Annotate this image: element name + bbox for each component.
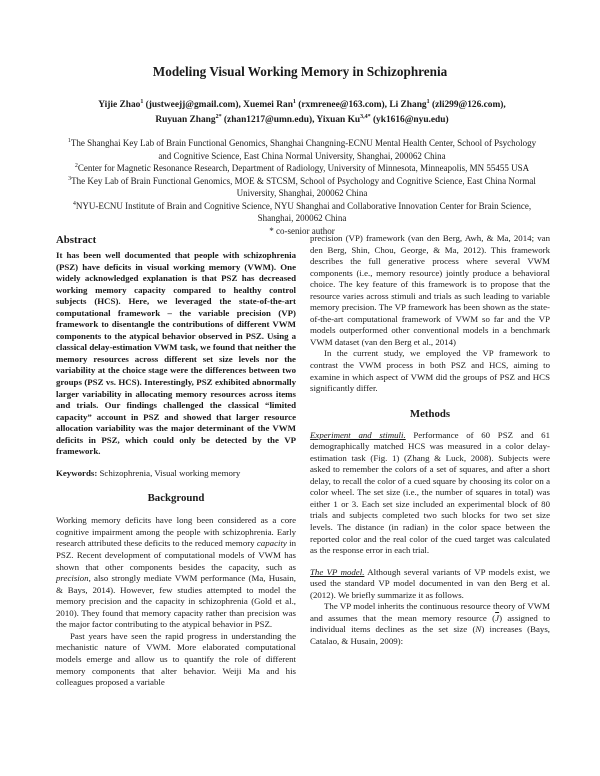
text-run: Although several variants of VP models exist, we used the standard VP model documented in van den Berg et al. (2012). We briefly summarize it as follows. [310, 566, 550, 600]
text-run: in PSZ. Recent development of computational models of VWM has shown that other components besides the capacity, such as [56, 538, 296, 572]
author-line-1 [62, 98, 542, 113]
author-name: Li Zhang [389, 100, 427, 110]
author-sup: 1 [140, 98, 144, 105]
background-heading: Background [147, 492, 205, 505]
author-sup: 3,4* [360, 113, 371, 120]
affiliation-list [62, 137, 542, 237]
affiliation-text: The Key Lab of Brain Functional Genomics, MOE & STCSM, School of Psychology and Cognitive Science, East China Normal University, Shanghai, 200062 China [71, 175, 536, 198]
affiliation-text: Center for Magnetic Resonance Research, Department of Radiology, University of Minnesota, Minneapolis, MN 55455 USA [77, 163, 530, 173]
methods-paragraph-2 [310, 567, 550, 602]
text-run: , also strongly mediate VWM performance (Ma, Husain, & Bays, 2014). However, few studies attempted to model the memory precision and the capacity in schizophrenia (Gold et al., 2010). They found that memory capacity rather than precision was the major factor contributing to the atypical behavior in PSZ. [56, 573, 296, 630]
author-email: (rxmrenee@163.com), [295, 100, 390, 110]
affiliation-sup: 2 [74, 163, 78, 169]
author-list [62, 98, 542, 127]
author-name: Yijie Zhao [98, 100, 141, 110]
right-column [310, 233, 550, 648]
paper-title: Modeling Visual Working Memory in Schizophrenia [152, 64, 448, 79]
text-run: Performance of 60 PSZ and 61 demographically matched HCS was measured in a color delay-estimation task (Fig. 1) (Zhang & Luck, 2008). Subjects were asked to remember the colors of a set of squares, and after a short delay, to recall the color of a cued square by choosing its color on a color wheel. The set size (i.e., the number of squares in total) was either 1 or 3. Each set size included an experimental block of 80 trials and subjects completed two such blocks for two set size levels. The distance (in radian) in the color space between the reported color and the real color of the cued target was calculated as the response error in each trial. [310, 429, 550, 556]
co-senior-note: * co-senior author [269, 225, 335, 236]
author-name: Ruyuan Zhang [155, 114, 216, 125]
subheading-experiment: Experiment and stimuli. [310, 429, 406, 440]
subheading-vp-model: The VP model. [310, 566, 365, 577]
affiliation [62, 200, 542, 225]
background-paragraph-1 [56, 515, 296, 630]
affiliation-sup: 4 [72, 200, 76, 207]
author-email: (zhan1217@umn.edu), [221, 114, 317, 125]
author-name: Yixuan Ku [316, 114, 361, 125]
affiliation-text: The Shanghai Key Lab of Brain Functional Genomics, Shanghai Changning-ECNU Mental Health Center, School of Psychology and Cognitive Science, East China Normal University, Shanghai, 200062 China [70, 138, 537, 161]
affiliation-sup: 3 [68, 175, 72, 182]
author-sup: 1 [426, 98, 430, 105]
abstract-heading: Abstract [56, 234, 97, 246]
text-run: Working memory deficits have long been considered as a core cognitive impairment among the people with schizophrenia. Early research attributed these deficits to the reduced memory [56, 515, 296, 549]
background-paragraph-2: Past years have seen the rapid progress in understanding the mechanistic nature of VWM. More elaborated computational models emerge and allow us to quantify the role of different memory components that alter behavior. Weiji Ma and his colleagues proposed a variable [56, 630, 296, 688]
affiliation [62, 137, 542, 162]
text-run: The VP model inherits the continuous resource theory of VWM and assumes that the mean memory resource ( [310, 601, 550, 623]
affiliation-text: NYU-ECNU Institute of Brain and Cognitive Science, NYU Shanghai and Collaborative Innovation Center for Brain Science, Shanghai, 200062 China [75, 200, 532, 223]
abstract-text: It has been well documented that people with schizophrenia (PSZ) have deficits in visual working memory (VWM). One widely acknowledged explanation is that PSZ has decreased working memory capacity compared to healthy control subjects (HCS). Here, we leveraged the state-of-the-art computational framework – the variable precision (VP) framework to disentangle the contributions of different VWM components to the atypical behavior observed in PSZ. Using a classical delay-estimation VWM task, we found that neither the memory resources across different set size levels nor the variability at the choice stage were the differences between two groups (PSZ vs. HCS). Interestingly, PSZ exhibited abnormally larger variability in allocating memory resources across items and trials. Our findings challenged the classical “limited capacity” account in PSZ and showed that larger resource allocation variability was the major determinant of the VWM deficits in PSZ, which could only be detected by the VP framework. [56, 250, 296, 457]
left-column [56, 233, 296, 689]
keywords-text: Schizophrenia, Visual working memory [97, 467, 241, 478]
keywords [56, 468, 296, 480]
author-email: (zli299@126.com), [429, 100, 506, 110]
author-sup: 2* [215, 113, 222, 120]
background-paragraph-3: precision (VP) framework (van den Berg, Awh, & Ma, 2014; van den Berg, Shin, Chou, George, & Ma, 2012). This framework describes the full generative process where several VWM components (i.e., memory resource) jointly produce a behavioral choice. The key feature of this framework is to propose that the resource varies across stimuli and trials as such leading to variable memory precision. The VP framework has been shown as the state-of-the-art computational framework of VWM so far and the VP models outperformed other conventional models in a benchmark VWM dataset (van den Berg et al., 2014) [310, 233, 550, 347]
methods-paragraph-3 [310, 601, 550, 647]
set-size-symbol: N [475, 624, 482, 635]
background-paragraph-4: In the current study, we employed the VP framework to contrast the VWM process in both PSZ and HCS, aiming to examine in which aspect of VWM did the groups of PSZ and HCS significantly differ. [310, 348, 550, 394]
methods-paragraph-1 [310, 430, 550, 557]
text-run: ) assigned to individual items declines as the set size ( [310, 612, 550, 635]
mean-resource-symbol: $\overline{J}$ [495, 612, 500, 623]
emph-capacity: capacity [256, 538, 287, 549]
keywords-label: Keywords: [56, 467, 98, 478]
text-run: ) increases (Bays, Catalao, & Husain, 2009): [310, 624, 550, 646]
author-line-2 [62, 113, 542, 128]
emph-precision: precision [56, 573, 89, 584]
author-name: Xuemei Ran [243, 100, 293, 110]
author-email: (justweejj@gmail.com), [143, 100, 244, 110]
author-sup: 1 [292, 98, 296, 105]
spacer [310, 557, 550, 567]
affiliation-sup: 1 [67, 138, 71, 144]
affiliation [62, 175, 542, 200]
author-email: (yk1616@nyu.edu) [370, 114, 449, 125]
affiliation [62, 162, 542, 175]
methods-heading: Methods [409, 407, 451, 420]
